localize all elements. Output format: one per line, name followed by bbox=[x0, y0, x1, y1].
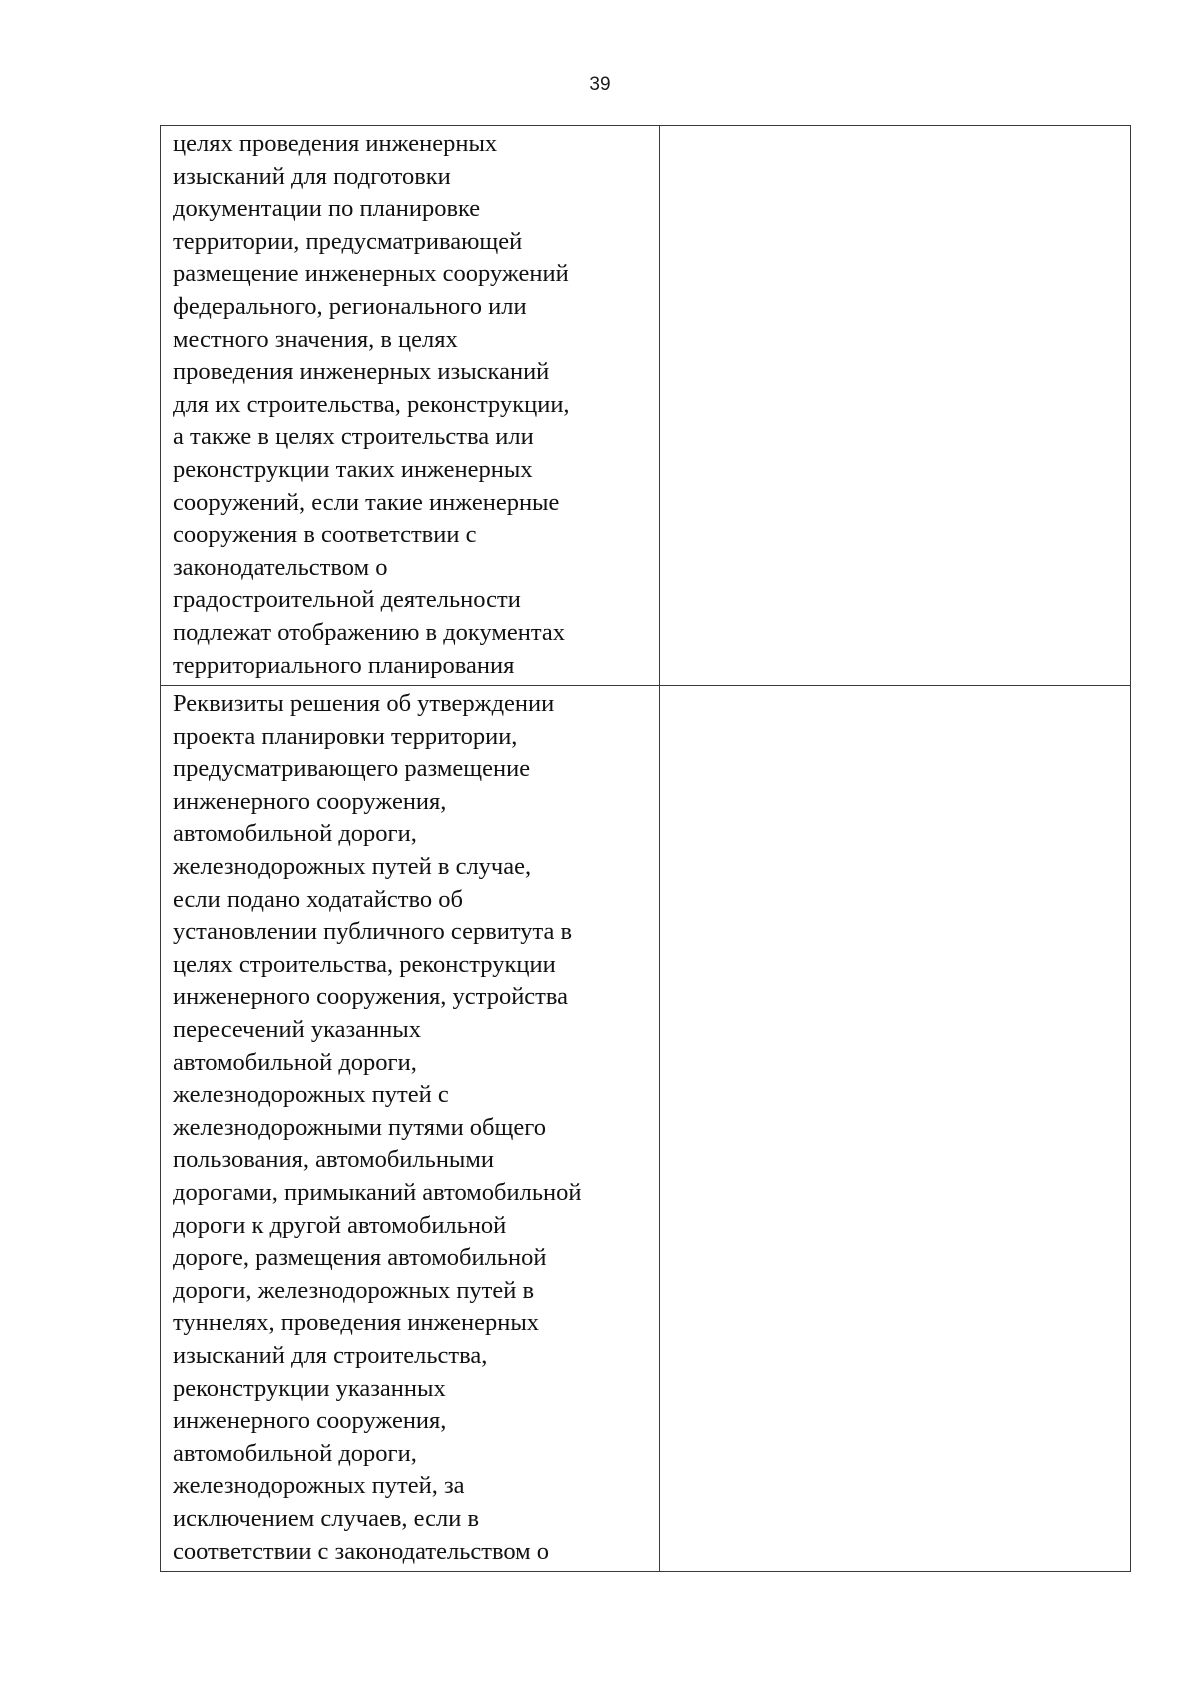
text-line: федерального, регионального или bbox=[173, 292, 527, 320]
text-line: проведения инженерных изысканий bbox=[173, 358, 550, 386]
table-body bbox=[161, 126, 1131, 1572]
text-line: дорогами, примыканий автомобильной bbox=[173, 1179, 582, 1206]
text-line: законодательством о bbox=[173, 553, 388, 581]
table-row bbox=[161, 126, 1131, 686]
text-line: местного значения, в целях bbox=[173, 325, 458, 353]
table-row bbox=[161, 686, 1131, 1572]
text-line: дороги к другой автомобильной bbox=[173, 1211, 507, 1239]
text-line: документации по планировке bbox=[173, 195, 481, 223]
text-line: туннелях, проведения инженерных bbox=[173, 1309, 540, 1337]
text-line: целях проведения инженерных bbox=[173, 130, 498, 157]
text-line: размещение инженерных сооружений bbox=[173, 260, 569, 288]
text-line: а также в целях строительства или bbox=[173, 423, 534, 451]
text-line: изысканий для строительства, bbox=[173, 1341, 488, 1369]
text-line: железнодорожных путей в случае, bbox=[173, 853, 532, 881]
text-line: Реквизиты решения об утверждении bbox=[173, 690, 555, 718]
text-line: если подано ходатайство об bbox=[173, 885, 463, 913]
text-line: инженерного сооружения, bbox=[173, 787, 447, 815]
right-cell-text bbox=[660, 126, 1130, 131]
page-number: 39 bbox=[589, 74, 611, 95]
document-table bbox=[160, 125, 1131, 1572]
text-line: подлежат отображению в документах bbox=[173, 618, 566, 646]
right-cell-text bbox=[660, 686, 1130, 691]
text-line: автомобильной дороги, bbox=[173, 820, 417, 848]
left-cell bbox=[161, 686, 660, 1572]
text-line: исключением случаев, если в bbox=[173, 1504, 480, 1532]
text-line: целях строительства, реконструкции bbox=[173, 950, 556, 978]
text-line: территории, предусматривающей bbox=[173, 227, 523, 255]
left-cell bbox=[161, 126, 660, 686]
right-cell bbox=[660, 686, 1131, 1572]
text-line: установлении публичного сервитута в bbox=[173, 918, 573, 946]
text-line: автомобильной дороги, bbox=[173, 1439, 417, 1467]
text-line: дороге, размещения автомобильной bbox=[173, 1244, 547, 1272]
text-line: территориального планирования bbox=[173, 651, 515, 679]
text-line: пользования, автомобильными bbox=[173, 1146, 495, 1174]
text-line: реконструкции таких инженерных bbox=[173, 455, 533, 483]
text-line: для их строительства, реконструкции, bbox=[173, 390, 570, 418]
text-line: пересечений указанных bbox=[173, 1016, 421, 1044]
text-line: сооружения в соответствии с bbox=[173, 521, 477, 549]
text-line: изысканий для подготовки bbox=[173, 162, 451, 190]
text-line: инженерного сооружения, устройства bbox=[173, 983, 569, 1011]
text-line: автомобильной дороги, bbox=[173, 1048, 417, 1076]
text-line: дороги, железнодорожных путей в bbox=[173, 1276, 535, 1304]
text-line: предусматривающего размещение bbox=[173, 755, 531, 783]
right-cell bbox=[660, 126, 1131, 686]
left-cell-text bbox=[161, 686, 659, 1571]
text-line: сооружений, если такие инженерные bbox=[173, 488, 560, 516]
text-line: реконструкции указанных bbox=[173, 1374, 446, 1402]
text-line: проекта планировки территории, bbox=[173, 722, 518, 750]
text-line: соответствии с законодательством о bbox=[173, 1537, 550, 1565]
left-cell-text bbox=[161, 126, 659, 685]
text-line: градостроительной деятельности bbox=[173, 586, 521, 614]
text-line: железнодорожных путей, за bbox=[173, 1472, 465, 1500]
text-line: железнодорожных путей с bbox=[173, 1081, 449, 1109]
text-line: железнодорожными путями общего bbox=[173, 1113, 546, 1141]
text-line: инженерного сооружения, bbox=[173, 1407, 447, 1435]
